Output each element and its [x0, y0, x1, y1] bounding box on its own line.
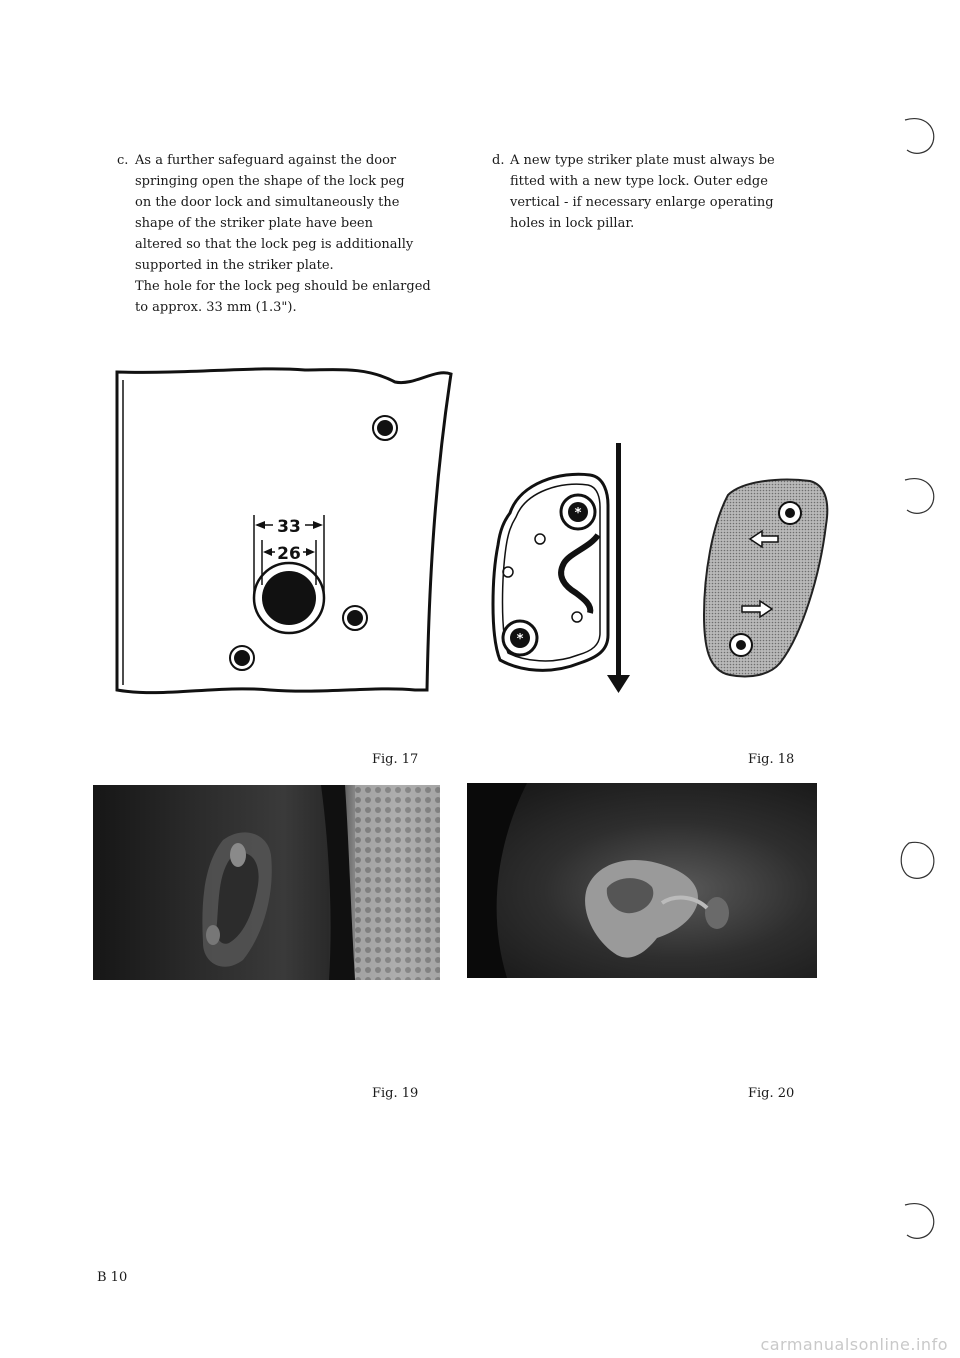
- plate-screw-bottom: [503, 621, 537, 655]
- fig20-photo: [467, 783, 817, 978]
- binder-hole: [895, 1195, 945, 1245]
- paragraph-c-line: shape of the striker plate have been: [135, 216, 373, 231]
- svg-text:*: *: [574, 506, 582, 521]
- paragraph-c-line: on the door lock and simultaneously the: [135, 195, 400, 210]
- fig19-photo: [93, 785, 440, 980]
- paragraph-c-line: to approx. 33 mm (1.3").: [135, 300, 297, 315]
- plate-screw-top: [561, 495, 595, 529]
- paragraph-c-line: springing open the shape of the lock peg: [135, 174, 405, 189]
- paragraph-d-line: vertical - if necessary enlarge operating: [510, 195, 774, 210]
- paragraph-d-line: holes in lock pillar.: [510, 216, 635, 231]
- paragraph-d-line: fitted with a new type lock. Outer edge: [510, 174, 768, 189]
- fig17-caption: Fig. 17: [372, 752, 419, 767]
- paragraph-c-line: The hole for the lock peg should be enlarged: [135, 279, 431, 294]
- paragraph-c: [117, 150, 431, 318]
- binder-hole: [895, 470, 945, 520]
- hole-lower-right: [343, 606, 367, 630]
- fig19-caption: Fig. 19: [372, 1086, 419, 1101]
- dim-outer-label: 33: [277, 517, 301, 537]
- paragraph-d-line: A new type striker plate must always be: [510, 153, 775, 168]
- hole-top-right: [373, 416, 397, 440]
- watermark: carmanualsonline.info: [760, 1335, 948, 1354]
- binder-hole: [895, 835, 945, 885]
- paragraph-d-letter: d.: [492, 153, 505, 168]
- paragraph-c-letter: c.: [117, 153, 129, 168]
- fig20-caption: Fig. 20: [748, 1086, 795, 1101]
- binder-hole: [895, 110, 945, 160]
- fig17-drawing: [105, 360, 465, 705]
- paragraph-c-line: altered so that the lock peg is additionally: [135, 237, 414, 252]
- vertical-arrow: [616, 443, 621, 675]
- gray-plate: [704, 480, 827, 677]
- page-number: B 10: [97, 1270, 128, 1285]
- fig18-drawing: [480, 435, 840, 705]
- paragraph-c-line: As a further safeguard against the door: [135, 153, 397, 168]
- paragraph-d: [492, 150, 775, 234]
- paragraph-c-line: supported in the striker plate.: [135, 258, 334, 273]
- hole-lower-left: [230, 646, 254, 670]
- fig18-caption: Fig. 18: [748, 752, 795, 767]
- svg-text:*: *: [516, 632, 524, 647]
- dim-inner-label: 26: [277, 544, 301, 564]
